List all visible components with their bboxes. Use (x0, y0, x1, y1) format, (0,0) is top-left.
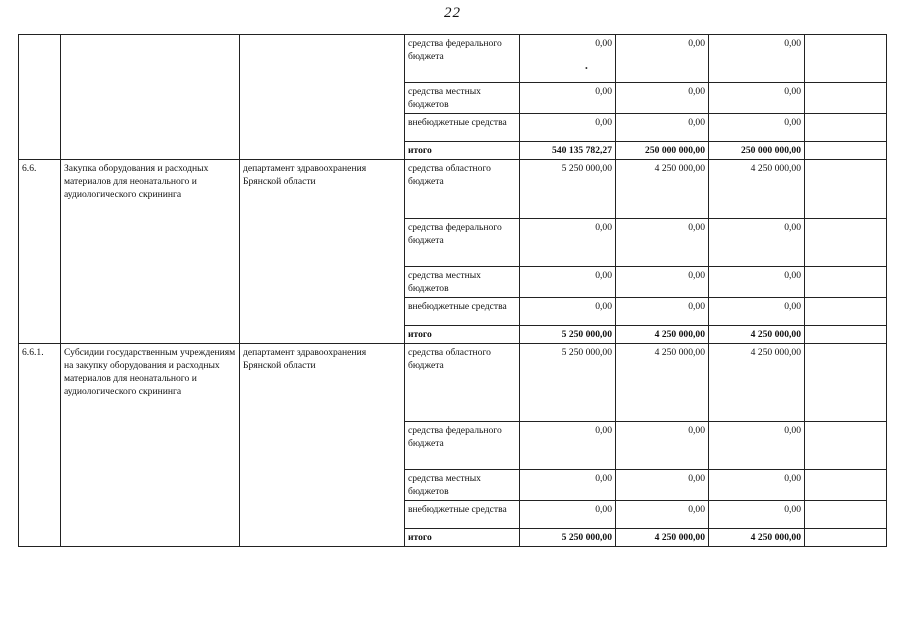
extra-cell (805, 470, 887, 501)
amount-year-3: 0,00 (709, 501, 805, 529)
extra-cell (805, 219, 887, 267)
amount-year-3: 0,00 (709, 219, 805, 267)
budget-table (18, 34, 887, 547)
amount-year-1: 0,00 (520, 267, 616, 298)
funding-source: средства федерального бюджета (405, 422, 520, 470)
amount-year-3: 0,00 (709, 470, 805, 501)
amount-year-3: 0,00 (709, 267, 805, 298)
extra-cell (805, 422, 887, 470)
funding-source: средства областного бюджета (405, 344, 520, 422)
item-name: Субсидии государственным учреждениям на закупку оборудования и расходных материалов для неонатального и аудиологического скрининга (61, 344, 240, 547)
funding-source: средства местных бюджетов (405, 267, 520, 298)
scan-speck-icon: • (585, 64, 588, 73)
table-row (19, 160, 887, 219)
amount-year-2: 4 250 000,00 (616, 160, 709, 219)
funding-source: средства областного бюджета (405, 160, 520, 219)
amount-year-2: 0,00 (616, 422, 709, 470)
amount-year-3: 4 250 000,00 (709, 529, 805, 547)
extra-cell (805, 501, 887, 529)
extra-cell (805, 344, 887, 422)
amount-year-1: 0,00 (520, 470, 616, 501)
amount-year-2: 0,00 (616, 501, 709, 529)
item-name (61, 35, 240, 160)
amount-year-1: 5 250 000,00 (520, 344, 616, 422)
amount-year-2: 0,00 (616, 35, 709, 83)
amount-year-1: 5 250 000,00 (520, 326, 616, 344)
amount-year-2: 0,00 (616, 219, 709, 267)
extra-cell (805, 298, 887, 326)
funding-source-total: итого (405, 142, 520, 160)
table-row (19, 344, 887, 422)
item-number (19, 35, 61, 160)
amount-year-1: 0,00 (520, 83, 616, 114)
extra-cell (805, 326, 887, 344)
funding-source: средства федерального бюджета (405, 219, 520, 267)
amount-year-3: 250 000 000,00 (709, 142, 805, 160)
item-executor: департамент здравоохранения Брянской области (240, 160, 405, 344)
extra-cell (805, 35, 887, 83)
funding-source: средства федерального бюджета (405, 35, 520, 83)
amount-year-1: 0,00 (520, 298, 616, 326)
extra-cell (805, 83, 887, 114)
amount-year-3: 0,00 (709, 35, 805, 83)
funding-source: внебюджетные средства (405, 501, 520, 529)
funding-source: средства местных бюджетов (405, 470, 520, 501)
item-number: 6.6. (19, 160, 61, 344)
amount-year-3: 0,00 (709, 83, 805, 114)
amount-year-3: 0,00 (709, 422, 805, 470)
table-row (19, 35, 887, 83)
amount-year-3: 0,00 (709, 114, 805, 142)
extra-cell (805, 142, 887, 160)
funding-source: внебюджетные средства (405, 298, 520, 326)
extra-cell (805, 114, 887, 142)
extra-cell (805, 529, 887, 547)
amount-year-1: 0,00 (520, 219, 616, 267)
page-number: 22 (444, 5, 461, 21)
amount-year-1: 0,00 (520, 114, 616, 142)
amount-year-1: 0,00 (520, 35, 616, 83)
extra-cell (805, 267, 887, 298)
amount-year-2: 4 250 000,00 (616, 344, 709, 422)
funding-source-total: итого (405, 326, 520, 344)
item-number: 6.6.1. (19, 344, 61, 547)
funding-source: средства местных бюджетов (405, 83, 520, 114)
amount-year-2: 0,00 (616, 83, 709, 114)
item-executor: департамент здравоохранения Брянской области (240, 344, 405, 547)
amount-year-3: 4 250 000,00 (709, 160, 805, 219)
amount-year-2: 4 250 000,00 (616, 529, 709, 547)
item-executor (240, 35, 405, 160)
amount-year-1: 540 135 782,27 (520, 142, 616, 160)
amount-year-1: 0,00 (520, 501, 616, 529)
funding-source: внебюджетные средства (405, 114, 520, 142)
amount-year-3: 4 250 000,00 (709, 326, 805, 344)
amount-year-2: 0,00 (616, 470, 709, 501)
amount-year-2: 250 000 000,00 (616, 142, 709, 160)
amount-year-1: 5 250 000,00 (520, 529, 616, 547)
amount-year-2: 0,00 (616, 114, 709, 142)
item-name: Закупка оборудования и расходных материалов для неонатального и аудиологического скрининга (61, 160, 240, 344)
amount-year-1: 0,00 (520, 422, 616, 470)
amount-year-2: 0,00 (616, 267, 709, 298)
extra-cell (805, 160, 887, 219)
amount-year-2: 4 250 000,00 (616, 326, 709, 344)
amount-year-3: 4 250 000,00 (709, 344, 805, 422)
amount-year-3: 0,00 (709, 298, 805, 326)
amount-year-1: 5 250 000,00 (520, 160, 616, 219)
funding-source-total: итого (405, 529, 520, 547)
amount-year-2: 0,00 (616, 298, 709, 326)
